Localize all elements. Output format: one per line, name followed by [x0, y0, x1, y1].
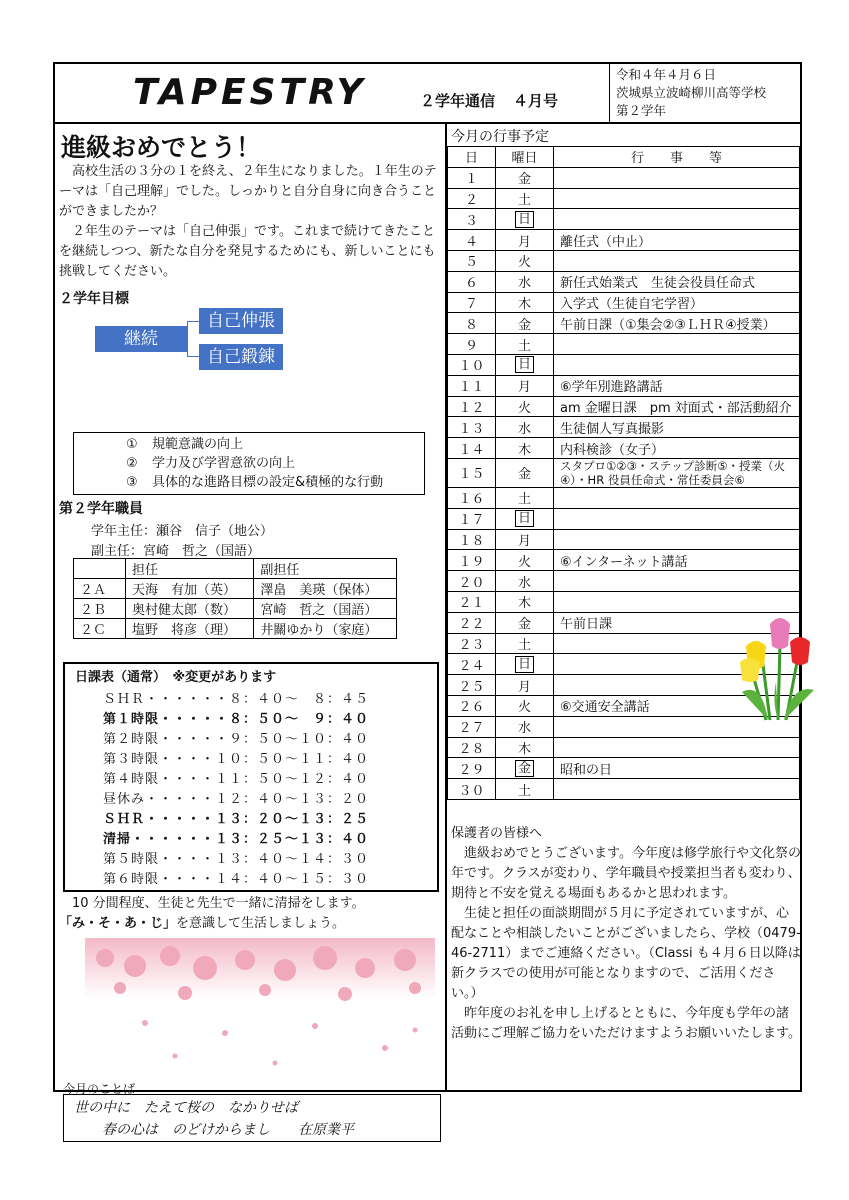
sakura-illustration [85, 938, 435, 1078]
table-row [448, 334, 800, 355]
event-text: 新任式始業式 生徒会役員任命式 [554, 271, 800, 292]
event-weekday: 月 [496, 375, 554, 396]
table-row [448, 487, 800, 508]
school-name: 茨城県立波崎柳川高等学校 [616, 85, 767, 100]
head-teacher: 学年主任：瀬谷 信子（地公） [91, 524, 274, 539]
event-weekday: 水 [496, 571, 554, 592]
kotoba-label: 今月のことば [63, 1082, 136, 1096]
table-row [448, 758, 800, 779]
event-weekday: 土 [496, 633, 554, 654]
event-text: 午前日課 [554, 612, 800, 633]
staff-header-row [74, 559, 397, 579]
intro-title: 進級おめでとう！ [61, 133, 262, 162]
event-text: ⑥学年別進路講話 [554, 375, 800, 396]
parents-heading: 保護者の皆様へ [451, 826, 543, 841]
event-day: ２４ [448, 654, 496, 675]
event-day: ２５ [448, 675, 496, 696]
daily-schedule-box [63, 662, 439, 892]
school-info [609, 64, 800, 122]
event-day: ２３ [448, 633, 496, 654]
kotoba-poem: 世の中に たえて桜の なかりせば 春の心は のどけからまし 在原業平 [63, 1094, 441, 1142]
event-day: １２ [448, 396, 496, 417]
event-weekday [496, 758, 554, 779]
newsletter-name: ２学年通信 [420, 92, 496, 110]
event-day: ２９ [448, 758, 496, 779]
event-day: ６ [448, 271, 496, 292]
event-weekday: 火 [496, 250, 554, 271]
event-day: ５ [448, 250, 496, 271]
event-weekday: 土 [496, 487, 554, 508]
event-text [554, 250, 800, 271]
event-text: 午前日課（①集会②③ＬＨＲ④授業） [554, 313, 800, 334]
issue-date: 令和４年４月６日 [616, 67, 717, 82]
goal-item: ③ 具体的な進路目標の設定&積極的な行動 [126, 475, 384, 490]
event-weekday: 火 [496, 550, 554, 571]
parents-message [451, 824, 801, 1044]
event-day: ２８ [448, 737, 496, 758]
col-event: 行 事 等 [554, 147, 800, 168]
holiday-weekday: 日 [515, 510, 534, 527]
col-weekday: 曜日 [496, 147, 554, 168]
event-text: スタプロ①②③・ステップ診断⑤・授業（火④）・HR 役員任命式・常任委員会⑥ [554, 458, 800, 487]
tulip-illustration [732, 612, 824, 724]
right-column [445, 124, 800, 1090]
goal-branch-2: 自己鍛錬 [199, 344, 283, 370]
schedule-row: 第３時限・・・・１０：５０～１１：４０ [103, 752, 370, 767]
event-day: １７ [448, 508, 496, 529]
event-weekday: 土 [496, 779, 554, 800]
table-row [448, 354, 800, 375]
schedule-row: 第５時限・・・・１３：４０～１４：３０ [103, 852, 370, 867]
event-day: ２２ [448, 612, 496, 633]
sub-head-teacher: 副主任：宮崎 哲之（国語） [91, 544, 261, 559]
event-day: ２６ [448, 695, 496, 716]
event-text [554, 334, 800, 355]
table-row [448, 417, 800, 438]
grade-name: 第２学年 [616, 103, 667, 118]
events-title: 今月の行事予定 [451, 129, 549, 145]
logo: TAPESTRY [133, 72, 367, 113]
event-day: １ [448, 167, 496, 188]
table-row [448, 438, 800, 459]
goal-branch-1: 自己伸張 [199, 308, 283, 334]
parents-paragraph: 生徒と担任の面談期間が５月に予定されていますが、心配なことや相談したいことがございましたら、学校（0479-46-2711）までご連絡ください。（Classi も４月６日以降は新クラスでの使用が可能となりますので、ご活用ください。） [451, 906, 801, 1001]
event-weekday: 火 [496, 396, 554, 417]
table-row [448, 167, 800, 188]
event-text [554, 167, 800, 188]
table-row [448, 550, 800, 571]
col-sub: 副担任 [254, 559, 397, 579]
newsletter-frame [53, 62, 802, 1138]
event-day: ４ [448, 230, 496, 251]
event-weekday: 水 [496, 417, 554, 438]
event-day: １６ [448, 487, 496, 508]
event-text [554, 779, 800, 800]
table-row [448, 458, 800, 487]
event-day: ８ [448, 313, 496, 334]
event-text [554, 529, 800, 550]
event-text: 入学式（生徒自宅学習） [554, 292, 800, 313]
table-row [448, 313, 800, 334]
event-weekday: 木 [496, 292, 554, 313]
event-weekday: 金 [496, 313, 554, 334]
event-day: ９ [448, 334, 496, 355]
event-text: 昭和の日 [554, 758, 800, 779]
event-weekday: 月 [496, 675, 554, 696]
event-weekday: 火 [496, 695, 554, 716]
schedule-title: 日課表（通常） ※変更があります [75, 670, 277, 685]
event-day: ３ [448, 209, 496, 230]
event-day: １４ [448, 438, 496, 459]
goals-heading: ２学年目標 [59, 291, 129, 307]
event-day: ２７ [448, 716, 496, 737]
event-weekday: 木 [496, 737, 554, 758]
col-day: 日 [448, 147, 496, 168]
table-row [448, 591, 800, 612]
issue-month: ４月号 [513, 92, 559, 110]
table-row [448, 292, 800, 313]
event-text [554, 209, 800, 230]
col-homeroom: 担任 [126, 559, 254, 579]
event-weekday: 木 [496, 591, 554, 612]
schedule-row: 第２時限・・・・・９：５０～１０：４０ [103, 732, 370, 747]
event-day: ２ [448, 188, 496, 209]
table-row [448, 779, 800, 800]
holiday-weekday: 日 [515, 211, 534, 228]
event-weekday [496, 508, 554, 529]
event-text [554, 508, 800, 529]
table-row [448, 209, 800, 230]
event-text [554, 487, 800, 508]
event-day: ３０ [448, 779, 496, 800]
header [55, 64, 800, 124]
event-text: ⑥交通安全講話 [554, 695, 800, 716]
cleaning-note: 10 分間程度、生徒と先生で一緒に清掃をします。 [72, 896, 365, 911]
event-weekday [496, 209, 554, 230]
event-text: 内科検診（女子） [554, 438, 800, 459]
event-weekday: 水 [496, 716, 554, 737]
table-row [448, 508, 800, 529]
intro-paragraph-1: 高校生活の３分の１を終え、２年生になりました。１年生のテーマは「自己理解」でした。しっかりと自分自身に向き合うことができましたか？ [59, 164, 437, 219]
event-day: １５ [448, 458, 496, 487]
parents-paragraph: 昨年度のお礼を申し上げるとともに、今年度も学年の諸活動にご理解ご協力をいただけますようお願いいたします。 [451, 1006, 801, 1041]
schedule-row: 第６時限・・・・１４：４０～１５：３０ [103, 872, 370, 887]
event-weekday: 木 [496, 438, 554, 459]
event-weekday: 金 [496, 458, 554, 487]
event-weekday: 月 [496, 230, 554, 251]
event-day: ２１ [448, 591, 496, 612]
event-text: 生徒個人写真撮影 [554, 417, 800, 438]
event-weekday: 土 [496, 188, 554, 209]
schedule-row: 昼休み・・・・・１２：４０～１３：２０ [103, 792, 370, 807]
goal-bracket [187, 321, 199, 357]
misoaji-note: 「み・そ・あ・じ」を意識して生活しましょう。 [59, 916, 346, 931]
event-text: 離任式（中止） [554, 230, 800, 251]
holiday-weekday: 日 [515, 656, 534, 673]
goals-list [73, 432, 425, 495]
schedule-row: 清掃・・・・・・１３：２５～１３：４０ [103, 832, 370, 847]
event-text [554, 188, 800, 209]
schedule-row: 第４時限・・・・１１：５０～１２：４０ [103, 772, 370, 787]
goal-item: ② 学力及び学習意欲の向上 [126, 456, 296, 471]
event-text [554, 571, 800, 592]
holiday-weekday: 金 [515, 760, 534, 777]
event-weekday [496, 654, 554, 675]
event-weekday: 金 [496, 612, 554, 633]
parents-paragraph: 進級おめでとうございます。今年度は修学旅行や文化祭の年です。クラスが変わり、学年職員や授業担当者も変わり、期待と不安を覚える場面もあるかと思われます。 [451, 846, 801, 901]
event-text [554, 737, 800, 758]
event-day: ７ [448, 292, 496, 313]
event-text: am 金曜日課 pm 対面式・部活動紹介 [554, 396, 800, 417]
table-row: ２Ｃ 塩野 将彦（理） 井關ゆかり（家庭） [74, 619, 397, 639]
event-day: １９ [448, 550, 496, 571]
table-row: ２Ａ 天海 有加（英） 澤畠 美瑛（保体） [74, 579, 397, 599]
staff-table [73, 558, 397, 639]
holiday-weekday: 日 [515, 356, 534, 373]
issue-label [420, 90, 576, 111]
table-row [448, 375, 800, 396]
event-day: １３ [448, 417, 496, 438]
event-text [554, 354, 800, 375]
schedule-row: 第１時限・・・・・８：５０～ ９：４０ [103, 712, 370, 727]
left-column [55, 124, 443, 1138]
events-header-row [448, 147, 800, 168]
table-row [448, 737, 800, 758]
event-day: １１ [448, 375, 496, 396]
table-row [448, 230, 800, 251]
schedule-row: ＳＨＲ・・・・・・８：４０～ ８：４５ [103, 692, 370, 707]
table-row [448, 571, 800, 592]
event-weekday: 金 [496, 167, 554, 188]
event-text [554, 591, 800, 612]
table-row: ２Ｂ 奥村健太郎（数） 宮崎 哲之（国語） [74, 599, 397, 619]
goal-item: ① 規範意識の向上 [126, 437, 244, 452]
event-day: １０ [448, 354, 496, 375]
event-text: ⑥インターネット講話 [554, 550, 800, 571]
event-weekday [496, 354, 554, 375]
staff-heading: 第２学年職員 [59, 501, 143, 517]
goal-continue-box: 継続 [95, 326, 187, 352]
event-weekday: 水 [496, 271, 554, 292]
event-day: １８ [448, 529, 496, 550]
schedule-row: ＳＨＲ・・・・・１３：２０～１３：２５ [103, 812, 370, 827]
table-row [448, 396, 800, 417]
event-day: ２０ [448, 571, 496, 592]
table-row [448, 188, 800, 209]
table-row [448, 271, 800, 292]
event-weekday: 月 [496, 529, 554, 550]
intro-paragraph-2: ２年生のテーマは「自己伸張」です。これまで続けてきたことを継続しつつ、新たな自分を発見するためにも、新しいことにも挑戦してください。 [59, 224, 436, 279]
table-row [448, 250, 800, 271]
event-weekday: 土 [496, 334, 554, 355]
table-row [448, 529, 800, 550]
